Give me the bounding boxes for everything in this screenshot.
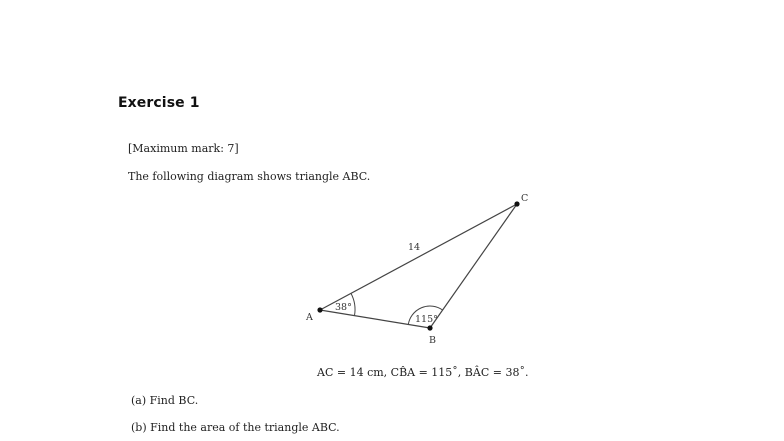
vertex-point-b (427, 325, 432, 330)
question-part-b: (b) Find the area of the triangle ABC. (131, 421, 340, 434)
side-ac (320, 204, 517, 310)
side-length-label: 14 (408, 242, 421, 253)
exercise-title: Exercise 1 (118, 95, 200, 111)
angle-label-a: 38° (335, 302, 352, 313)
vertex-label-a: A (306, 312, 313, 323)
vertex-point-a (317, 307, 322, 312)
question-part-a: (a) Find BC. (131, 394, 199, 407)
maximum-mark: [Maximum mark: 7] (128, 142, 239, 155)
side-bc (430, 204, 517, 328)
question-intro: The following diagram shows triangle ABC. (128, 170, 371, 183)
vertex-label-b: B (429, 335, 436, 346)
vertex-label-c: C (521, 193, 529, 204)
angle-label-b: 115° (415, 314, 438, 325)
vertex-point-c (514, 201, 519, 206)
given-values: AC = 14 cm, CB̂A = 115˚, BÂC = 38˚. (317, 366, 529, 379)
